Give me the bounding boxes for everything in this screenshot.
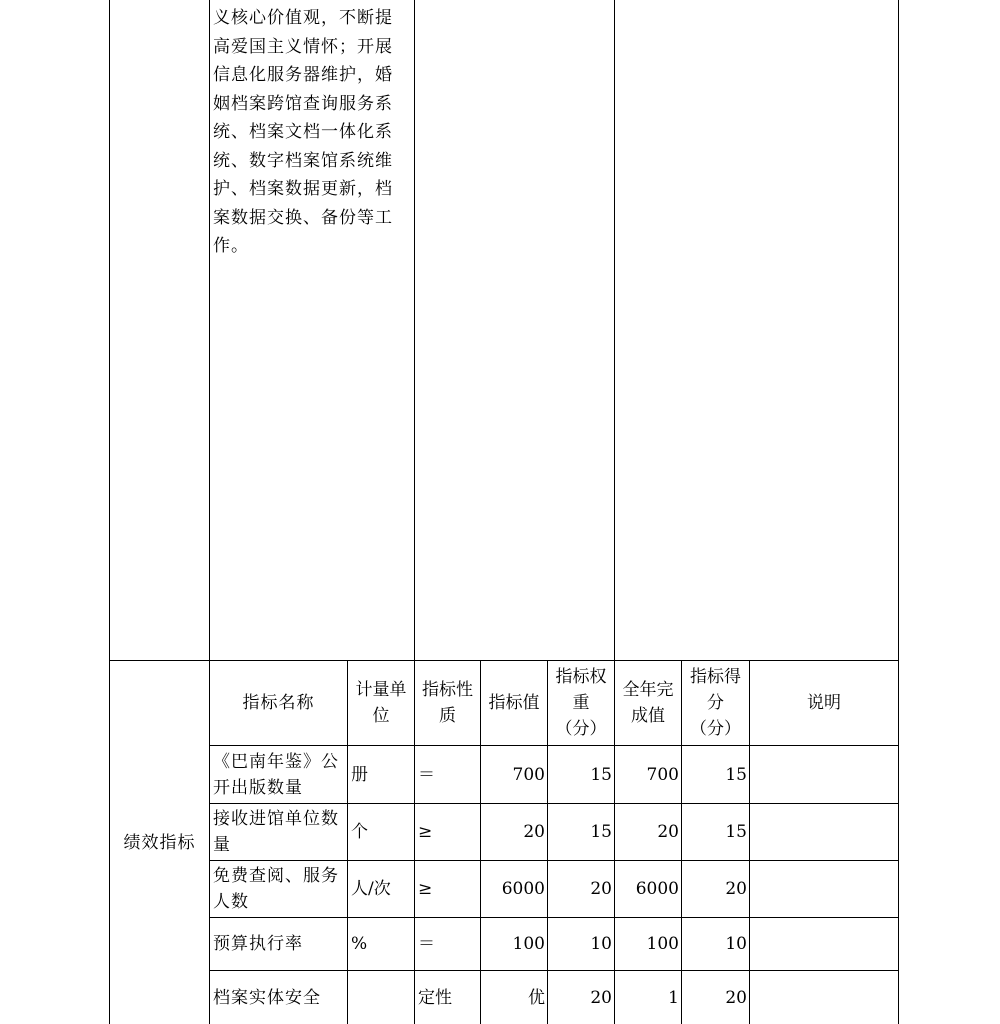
row1-nature: ＝	[418, 764, 435, 785]
row2-completed: 20	[657, 822, 679, 842]
row4-value: 100	[512, 934, 545, 954]
row2-note	[750, 804, 898, 860]
row3-weight: 20	[590, 879, 612, 899]
row4-nature: ＝	[418, 934, 435, 954]
row1-unit: 册	[351, 764, 368, 785]
header-note: 说明	[807, 693, 841, 713]
row2-nature: ≥	[418, 822, 433, 842]
section-label: 绩效指标	[123, 832, 196, 853]
header-unit: 计量单位	[355, 680, 407, 726]
description-text: 义核心价值观，不断提高爱国主义情怀；开展信息化服务器维护，婚姻档案跨馆查询服务系统、档案文档一体化系统、数字档案馆系统维护、档案数据更新，档案数据交换、备份等工作。	[213, 8, 393, 256]
header-name: 指标名称	[242, 693, 315, 713]
row1-name: 《巴南年鉴》公开出版数量	[213, 751, 339, 798]
table-border-right	[898, 0, 899, 1024]
row5-weight: 20	[590, 987, 612, 1008]
row4-score: 10	[725, 934, 747, 954]
row1-score: 15	[725, 764, 747, 785]
row5-nature: 定性	[418, 987, 452, 1008]
row5-name: 档案实体安全	[213, 987, 321, 1008]
row2-score: 15	[725, 822, 747, 842]
row4-completed: 100	[646, 934, 679, 954]
row4-name: 预算执行率	[213, 934, 303, 954]
row2-unit: 个	[351, 822, 368, 842]
header-completed: 全年完成值	[622, 680, 674, 726]
row3-note	[750, 861, 898, 917]
row3-value: 6000	[501, 879, 545, 899]
row3-name: 免费查阅、服务人数	[213, 866, 339, 912]
row2-value: 20	[523, 822, 545, 842]
row1-value: 700	[512, 764, 545, 785]
row4-unit: %	[351, 934, 368, 954]
header-weight: 指标权重（分）	[555, 667, 607, 739]
row3-completed: 6000	[635, 879, 679, 899]
row4-weight: 10	[590, 934, 612, 954]
row5-value: 优	[528, 987, 545, 1008]
row3-score: 20	[725, 879, 747, 899]
row2-name: 接收进馆单位数量	[213, 809, 339, 855]
row3-unit: 人/次	[351, 879, 391, 899]
row1-completed: 700	[646, 764, 679, 785]
header-nature: 指标性质	[422, 680, 473, 726]
row3-nature: ≥	[418, 879, 433, 899]
row2-weight: 15	[590, 822, 612, 842]
row5-unit	[348, 971, 414, 1024]
header-score: 指标得分（分）	[690, 667, 741, 739]
row5-note	[750, 971, 898, 1024]
row1-weight: 15	[590, 764, 612, 785]
row4-note	[750, 918, 898, 970]
row1-note	[750, 746, 898, 803]
header-value: 指标值	[488, 693, 540, 713]
row5-score: 20	[725, 987, 747, 1008]
row5-completed: 1	[668, 987, 679, 1008]
